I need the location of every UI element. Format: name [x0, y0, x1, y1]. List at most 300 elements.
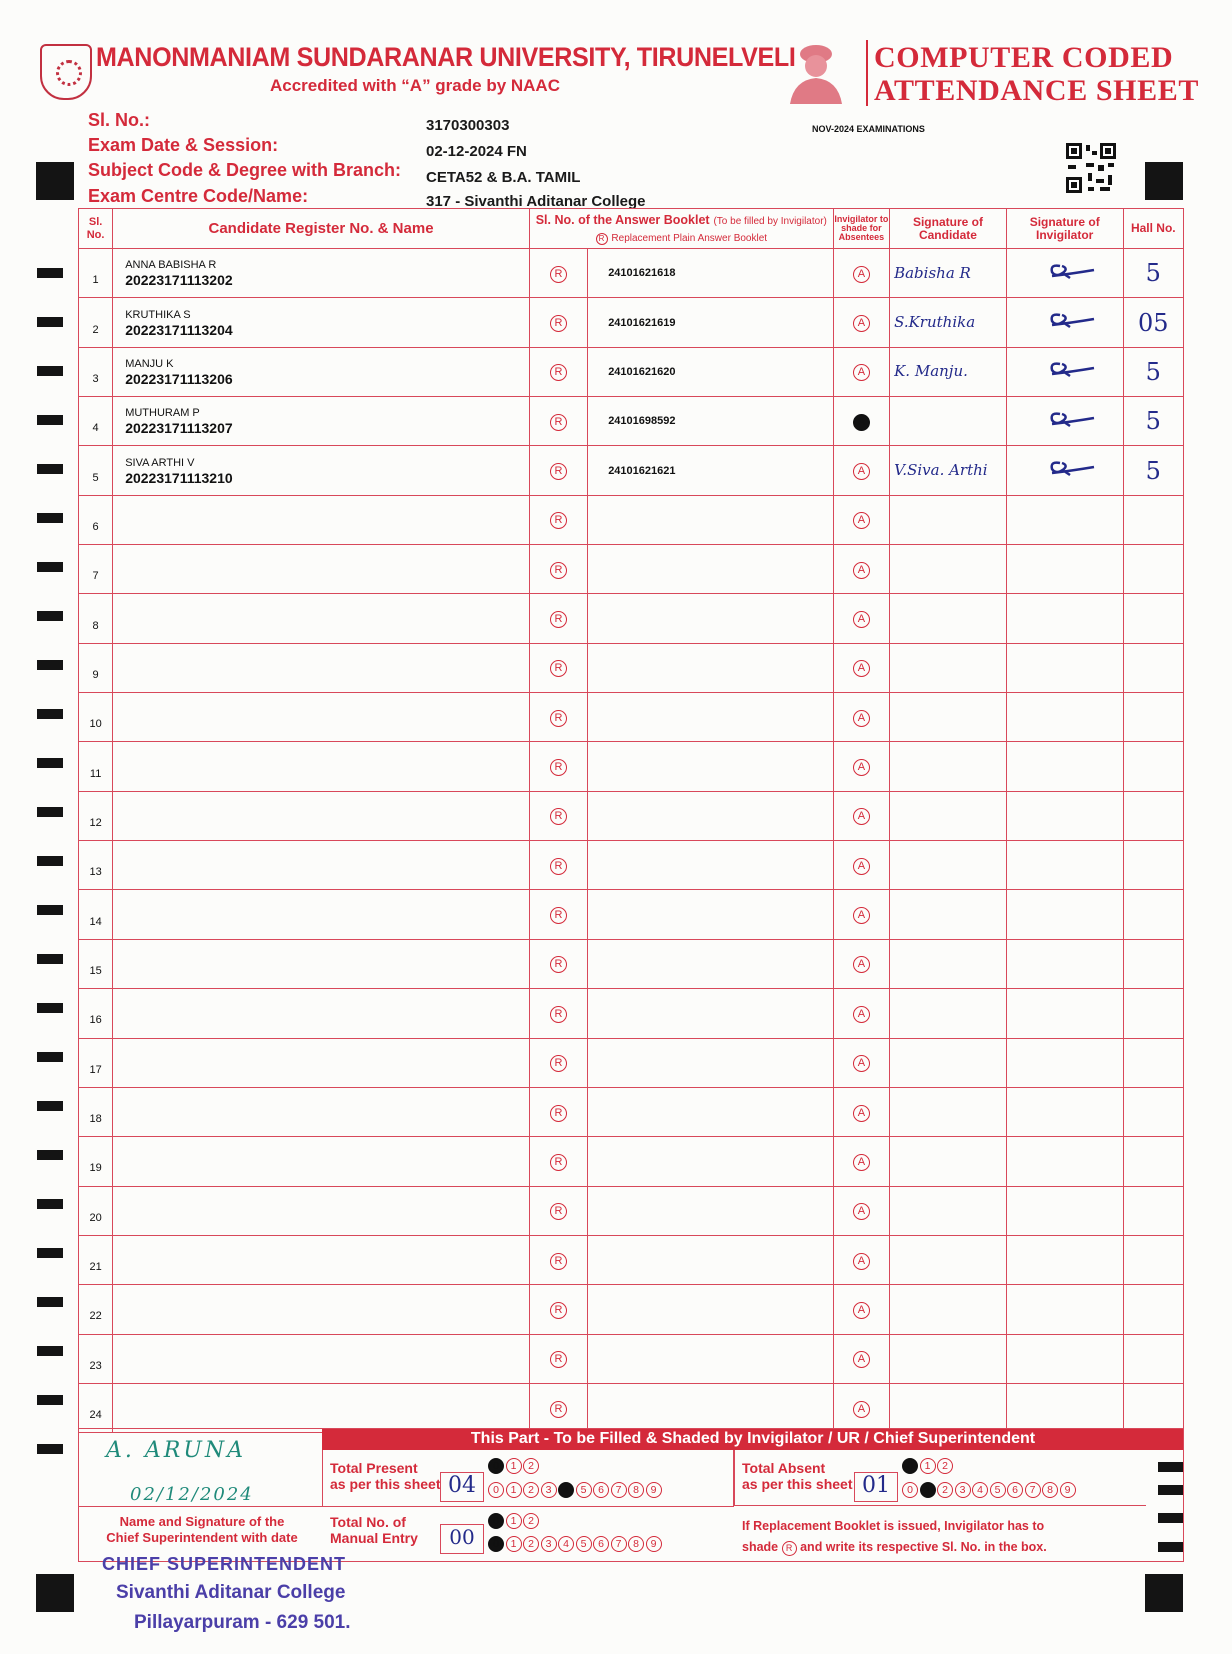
absentee-cell [833, 397, 889, 446]
invigilator-signature-cell [1006, 1038, 1123, 1087]
digit-bubble[interactable]: 1 [920, 1482, 936, 1498]
university-logo [40, 44, 92, 100]
table-row [79, 545, 1184, 594]
row-sl-cell [79, 1038, 113, 1087]
candidate-cell [113, 1186, 530, 1235]
table-row [79, 397, 1184, 446]
invigilator-signature-icon [1030, 260, 1100, 282]
invigilator-signature-cell [1006, 890, 1123, 939]
replacement-bubble[interactable]: R [550, 907, 567, 924]
booklet-cell [588, 1235, 834, 1284]
booklet-cell [588, 742, 834, 791]
replacement-cell [529, 1235, 587, 1284]
hall-cell [1123, 397, 1183, 446]
manual-entry-label [330, 1514, 418, 1546]
replacement-cell [529, 397, 587, 446]
university-name: MANONMANIAM SUNDARANAR UNIVERSITY, TIRUNELVELI [96, 42, 796, 72]
digit-bubble[interactable]: 8 [628, 1536, 644, 1552]
present-tens-bubbles [488, 1456, 541, 1474]
row-sl: 22 [89, 1310, 102, 1323]
replacement-bubble[interactable]: R [550, 463, 567, 480]
candidate-cell [113, 1235, 530, 1284]
digit-bubble[interactable]: 4 [972, 1482, 988, 1498]
digit-bubble[interactable]: 1 [506, 1482, 522, 1498]
digit-bubble[interactable]: 2 [523, 1513, 539, 1529]
replacement-glyph-icon: R [782, 1541, 797, 1556]
absentee-cell [833, 1087, 889, 1136]
digit-bubble[interactable]: 5 [990, 1482, 1006, 1498]
digit-bubble[interactable]: 7 [611, 1536, 627, 1552]
replacement-bubble[interactable]: R [550, 364, 567, 381]
replacement-bubble[interactable]: R [550, 808, 567, 825]
absentee-bubble[interactable]: A [853, 315, 870, 332]
digit-bubble[interactable]: 5 [576, 1482, 592, 1498]
candidate-signature: V.Siva. Arthi [894, 461, 988, 480]
row-sl-cell [79, 298, 113, 347]
absentee-bubble[interactable]: A [853, 1203, 870, 1220]
absentee-cell [833, 742, 889, 791]
booklet-cell [588, 693, 834, 742]
row-sl: 19 [89, 1162, 102, 1175]
absentee-cell [833, 890, 889, 939]
absentee-bubble[interactable]: A [853, 1253, 870, 1270]
replacement-cell [529, 594, 587, 643]
col-hall-header: Hall No. [1123, 209, 1183, 249]
candidate-register-no: 20223171113204 [125, 321, 233, 338]
absentee-bubble[interactable]: A [853, 266, 870, 283]
sheet-title [874, 41, 1199, 107]
invigilator-signature-cell [1006, 1285, 1123, 1334]
invigilator-signature-cell [1006, 347, 1123, 396]
booklet-number: 24101621621 [608, 464, 676, 477]
candidate-register-no: 20223171113210 [125, 469, 233, 486]
table-row [79, 1186, 1184, 1235]
absentee-bubble[interactable]: A [853, 808, 870, 825]
absentee-bubble[interactable]: A [853, 907, 870, 924]
digit-bubble[interactable]: 0 [488, 1482, 504, 1498]
digit-bubble[interactable]: 4 [558, 1536, 574, 1552]
invigilator-signature-cell [1006, 643, 1123, 692]
candidate-register-no: 20223171113206 [125, 370, 233, 387]
col-absentee-header: Invigilator to shade for Absentees [833, 209, 889, 249]
candidate-name: KRUTHIKA S [125, 308, 191, 321]
candidate-cell [113, 1038, 530, 1087]
candidate-signature-cell [890, 841, 1007, 890]
candidate-signature-cell [890, 1038, 1007, 1087]
founder-portrait-icon [784, 40, 848, 104]
row-sl-cell [79, 1334, 113, 1383]
candidate-cell [113, 1334, 530, 1383]
booklet-cell [588, 347, 834, 396]
replacement-bubble[interactable]: R [550, 562, 567, 579]
candidate-signature-cell [890, 1285, 1007, 1334]
replacement-cell [529, 791, 587, 840]
stamp-line-1: CHIEF SUPERINTENDENT [102, 1554, 347, 1574]
invigilator-signature-cell [1006, 298, 1123, 347]
table-row [79, 1235, 1184, 1284]
candidate-signature-cell [890, 1383, 1007, 1432]
invigilator-signature-cell [1006, 791, 1123, 840]
candidate-signature: K. Manju. [894, 362, 968, 381]
replacement-note-line-1: If Replacement Booklet is issued, Invigilator has to [742, 1519, 1045, 1533]
exam-date-label: Exam Date & Session: [88, 135, 279, 155]
hall-cell [1123, 1137, 1183, 1186]
row-sl: 12 [89, 816, 102, 829]
candidate-cell [113, 397, 530, 446]
replacement-bubble[interactable]: R [550, 956, 567, 973]
table-row [79, 249, 1184, 298]
table-row [79, 1383, 1184, 1432]
replacement-cell [529, 347, 587, 396]
candidate-cell [113, 446, 530, 495]
absentee-cell [833, 791, 889, 840]
row-sl: 15 [89, 964, 102, 977]
replacement-cell [529, 693, 587, 742]
hall-number: 5 [1145, 259, 1161, 288]
replacement-bubble[interactable]: R [550, 858, 567, 875]
digit-bubble[interactable]: 5 [576, 1536, 592, 1552]
digit-bubble[interactable]: 2 [523, 1536, 539, 1552]
digit-bubble[interactable]: 7 [611, 1482, 627, 1498]
candidate-signature-cell [890, 791, 1007, 840]
replacement-bubble[interactable]: R [550, 1055, 567, 1072]
replacement-glyph-icon: R [596, 233, 608, 245]
table-row [79, 347, 1184, 396]
replacement-bubble[interactable]: R [550, 1401, 567, 1418]
total-present-label-1: Total Present [330, 1460, 418, 1476]
booklet-cell [588, 495, 834, 544]
digit-bubble[interactable]: 3 [541, 1536, 557, 1552]
absent-units-bubbles [902, 1480, 1077, 1498]
candidate-signature-cell [890, 298, 1007, 347]
hall-cell [1123, 1235, 1183, 1284]
row-sl-cell [79, 890, 113, 939]
hall-cell [1123, 989, 1183, 1038]
row-sl: 18 [89, 1113, 102, 1126]
invigilator-signature-icon [1030, 457, 1100, 479]
booklet-cell [588, 1137, 834, 1186]
absentee-bubble[interactable]: A [853, 1006, 870, 1023]
hall-cell [1123, 249, 1183, 298]
digit-bubble[interactable]: 1 [920, 1458, 936, 1474]
row-sl: 8 [92, 619, 99, 632]
digit-bubble[interactable]: 4 [558, 1482, 574, 1498]
row-sl: 16 [89, 1014, 102, 1027]
row-sl-cell [79, 397, 113, 446]
digit-bubble[interactable]: 2 [523, 1482, 539, 1498]
hall-cell [1123, 742, 1183, 791]
candidate-cell [113, 693, 530, 742]
candidate-cell [113, 249, 530, 298]
absentee-bubble[interactable]: A [853, 562, 870, 579]
candidate-register-no: 20223171113202 [125, 272, 233, 289]
replacement-cell [529, 249, 587, 298]
table-row [79, 643, 1184, 692]
row-sl: 4 [92, 422, 99, 435]
candidate-cell [113, 890, 530, 939]
invigilator-signature-cell [1006, 1235, 1123, 1284]
invigilator-signature-cell [1006, 742, 1123, 791]
absentee-bubble[interactable]: A [853, 463, 870, 480]
hall-cell [1123, 643, 1183, 692]
absentee-bubble[interactable]: A [853, 1351, 870, 1368]
absentee-cell [833, 1137, 889, 1186]
row-sl-cell [79, 249, 113, 298]
digit-bubble[interactable]: 2 [937, 1482, 953, 1498]
sl-no-value: 3170300303 [426, 117, 510, 134]
replacement-cell [529, 742, 587, 791]
invigilator-signature-cell [1006, 545, 1123, 594]
digit-bubble[interactable]: 3 [541, 1482, 557, 1498]
replacement-cell [529, 1334, 587, 1383]
absentee-cell [833, 1186, 889, 1235]
absentee-bubble[interactable]: A [853, 660, 870, 677]
hall-number: 5 [1145, 357, 1161, 386]
hall-cell [1123, 298, 1183, 347]
absentee-cell [833, 841, 889, 890]
absentee-cell [833, 594, 889, 643]
invigilator-signature-cell [1006, 446, 1123, 495]
candidate-signature-cell [890, 495, 1007, 544]
absentee-bubble[interactable]: A [853, 956, 870, 973]
hall-cell [1123, 693, 1183, 742]
digit-bubble[interactable]: 6 [1007, 1482, 1023, 1498]
replacement-bubble[interactable]: R [550, 1105, 567, 1122]
total-absent-label-1: Total Absent [742, 1460, 826, 1476]
row-sl: 3 [92, 372, 99, 385]
replacement-cell [529, 939, 587, 988]
replacement-cell [529, 643, 587, 692]
row-sl: 21 [89, 1261, 102, 1274]
candidate-name: SIVA ARTHI V [125, 456, 195, 469]
absentee-bubble[interactable]: A [853, 1302, 870, 1319]
manual-tens-bubbles [488, 1511, 541, 1529]
booklet-cell [588, 791, 834, 840]
row-sl: 17 [89, 1063, 102, 1076]
booklet-cell [588, 1285, 834, 1334]
digit-bubble[interactable]: 6 [593, 1536, 609, 1552]
row-sl: 2 [92, 323, 99, 336]
digit-bubble[interactable]: 1 [506, 1458, 522, 1474]
row-sl-cell [79, 594, 113, 643]
digit-bubble[interactable]: 6 [593, 1482, 609, 1498]
table-row [79, 298, 1184, 347]
centre-value: 317 - Sivanthi Aditanar College [426, 193, 646, 210]
digit-bubble[interactable]: 0 [902, 1482, 918, 1498]
candidate-signature-cell [890, 397, 1007, 446]
candidate-cell [113, 347, 530, 396]
invigilator-signature-cell [1006, 397, 1123, 446]
replacement-bubble[interactable]: R [550, 1253, 567, 1270]
hall-cell [1123, 347, 1183, 396]
row-sl-cell [79, 841, 113, 890]
digit-bubble[interactable]: 7 [1025, 1482, 1041, 1498]
digit-bubble[interactable]: 9 [646, 1536, 662, 1552]
table-row [79, 1285, 1184, 1334]
total-absent-label-2: as per this sheet [742, 1476, 853, 1492]
row-sl-cell [79, 693, 113, 742]
candidate-cell [113, 989, 530, 1038]
replacement-bubble[interactable]: R [550, 710, 567, 727]
chief-label [92, 1514, 312, 1546]
digit-bubble[interactable]: 1 [506, 1513, 522, 1529]
booklet-number: 24101621619 [608, 316, 676, 329]
absentee-cell [833, 545, 889, 594]
replacement-cell [529, 446, 587, 495]
candidate-signature-cell [890, 1087, 1007, 1136]
booklet-cell [588, 1383, 834, 1432]
invigilator-signature-cell [1006, 693, 1123, 742]
booklet-cell [588, 939, 834, 988]
replacement-bubble[interactable]: R [550, 1351, 567, 1368]
hall-cell [1123, 791, 1183, 840]
replacement-bubble[interactable]: R [550, 512, 567, 529]
candidate-register-no: 20223171113207 [125, 420, 233, 437]
row-sl-cell [79, 1186, 113, 1235]
absentee-bubble[interactable]: A [853, 1105, 870, 1122]
hall-cell [1123, 495, 1183, 544]
digit-bubble[interactable]: 0 [488, 1513, 504, 1529]
table-header-row [79, 209, 1184, 249]
hall-cell [1123, 939, 1183, 988]
candidate-cell [113, 643, 530, 692]
replacement-cell [529, 1383, 587, 1432]
centre-label: Exam Centre Code/Name: [88, 186, 309, 206]
hall-cell [1123, 890, 1183, 939]
row-sl: 11 [89, 767, 102, 780]
table-row [79, 1334, 1184, 1383]
replacement-note-shade: shade [742, 1540, 779, 1554]
absentee-cell [833, 1038, 889, 1087]
replacement-cell [529, 1186, 587, 1235]
row-sl: 7 [92, 570, 99, 583]
manual-entry-label-2: Manual Entry [330, 1530, 418, 1546]
candidate-signature-cell [890, 643, 1007, 692]
replacement-bubble[interactable]: R [550, 660, 567, 677]
digit-bubble[interactable]: 2 [937, 1458, 953, 1474]
replacement-bubble[interactable]: R [550, 1006, 567, 1023]
candidate-signature-cell [890, 939, 1007, 988]
row-sl-cell [79, 939, 113, 988]
candidate-signature: S.Kruthika [894, 313, 976, 332]
candidate-cell [113, 939, 530, 988]
table-row [79, 1038, 1184, 1087]
hall-number: 5 [1145, 456, 1161, 485]
booklet-cell [588, 989, 834, 1038]
absentee-bubble[interactable]: A [853, 1154, 870, 1171]
replacement-bubble[interactable]: R [550, 266, 567, 283]
digit-bubble[interactable]: 0 [902, 1458, 918, 1474]
absentee-bubble[interactable]: A [853, 611, 870, 628]
replacement-bubble[interactable]: R [550, 759, 567, 776]
absentee-bubble[interactable]: A [853, 512, 870, 529]
subject-value: CETA52 & B.A. TAMIL [426, 169, 581, 186]
hall-number: 5 [1145, 407, 1161, 436]
booklet-header-note: (To be filled by Invigilator) [713, 215, 827, 227]
hall-cell [1123, 841, 1183, 890]
replacement-note-rest: and write its respective Sl. No. in the box. [800, 1540, 1047, 1554]
digit-bubble[interactable]: 2 [523, 1458, 539, 1474]
candidate-signature-cell [890, 446, 1007, 495]
row-sl: 1 [92, 274, 99, 287]
invigilator-signature-cell [1006, 1383, 1123, 1432]
col-candidate-signature-header: Signature of Candidate [890, 209, 1007, 249]
digit-bubble[interactable]: 8 [1042, 1482, 1058, 1498]
digit-bubble[interactable]: 0 [488, 1536, 504, 1552]
absentee-bubble[interactable]: A [853, 858, 870, 875]
digit-bubble[interactable]: 1 [506, 1536, 522, 1552]
replacement-cell [529, 1038, 587, 1087]
table-row [79, 594, 1184, 643]
present-units-bubbles [488, 1480, 663, 1498]
candidate-signature-cell [890, 693, 1007, 742]
absentee-bubble[interactable]: A [853, 414, 870, 431]
absentee-cell [833, 1285, 889, 1334]
table-row [79, 841, 1184, 890]
total-absent-label [742, 1460, 853, 1492]
row-sl-cell [79, 1285, 113, 1334]
absentee-bubble[interactable]: A [853, 364, 870, 381]
booklet-cell [588, 397, 834, 446]
replacement-bubble[interactable]: R [550, 1302, 567, 1319]
digit-bubble[interactable]: 3 [955, 1482, 971, 1498]
candidate-cell [113, 1285, 530, 1334]
col-candidate-header: Candidate Register No. & Name [113, 209, 530, 249]
digit-bubble[interactable]: 9 [1060, 1482, 1076, 1498]
replacement-bubble[interactable]: R [550, 1154, 567, 1171]
table-row [79, 939, 1184, 988]
sheet-title-line-1: COMPUTER CODED [874, 41, 1174, 74]
booklet-number: 24101621618 [608, 267, 676, 280]
booklet-cell [588, 298, 834, 347]
absentee-bubble[interactable]: A [853, 759, 870, 776]
absentee-bubble[interactable]: A [853, 710, 870, 727]
table-row [79, 495, 1184, 544]
absentee-cell [833, 298, 889, 347]
digit-bubble[interactable]: 8 [628, 1482, 644, 1498]
digit-bubble[interactable]: 0 [488, 1458, 504, 1474]
row-sl-cell [79, 989, 113, 1038]
exam-series: NOV-2024 EXAMINATIONS [812, 124, 925, 134]
timing-track-left [37, 268, 63, 1468]
replacement-bubble[interactable]: R [550, 611, 567, 628]
absentee-cell [833, 1334, 889, 1383]
booklet-header-main: Sl. No. of the Answer Booklet [535, 212, 710, 227]
replacement-bubble[interactable]: R [550, 414, 567, 431]
digit-bubble[interactable]: 9 [646, 1482, 662, 1498]
sheet-title-line-2: ATTENDANCE SHEET [874, 74, 1199, 107]
replacement-note-line-2 [742, 1537, 1047, 1558]
candidate-cell [113, 1087, 530, 1136]
total-present-label-2: as per this sheet [330, 1476, 441, 1492]
invigilator-signature-cell [1006, 989, 1123, 1038]
row-sl: 5 [92, 471, 99, 484]
candidate-signature-cell [890, 1186, 1007, 1235]
row-sl-cell [79, 495, 113, 544]
replacement-bubble[interactable]: R [550, 315, 567, 332]
replacement-cell [529, 495, 587, 544]
absentee-bubble[interactable]: A [853, 1055, 870, 1072]
absentee-bubble[interactable]: A [853, 1401, 870, 1418]
replacement-bubble[interactable]: R [550, 1203, 567, 1220]
booklet-number: 24101621620 [608, 365, 676, 378]
candidate-signature-cell [890, 545, 1007, 594]
invigilator-signature-cell [1006, 495, 1123, 544]
absentee-cell [833, 1235, 889, 1284]
hall-cell [1123, 1186, 1183, 1235]
manual-entry-box: 00 [440, 1524, 484, 1554]
candidate-signature-cell [890, 1235, 1007, 1284]
